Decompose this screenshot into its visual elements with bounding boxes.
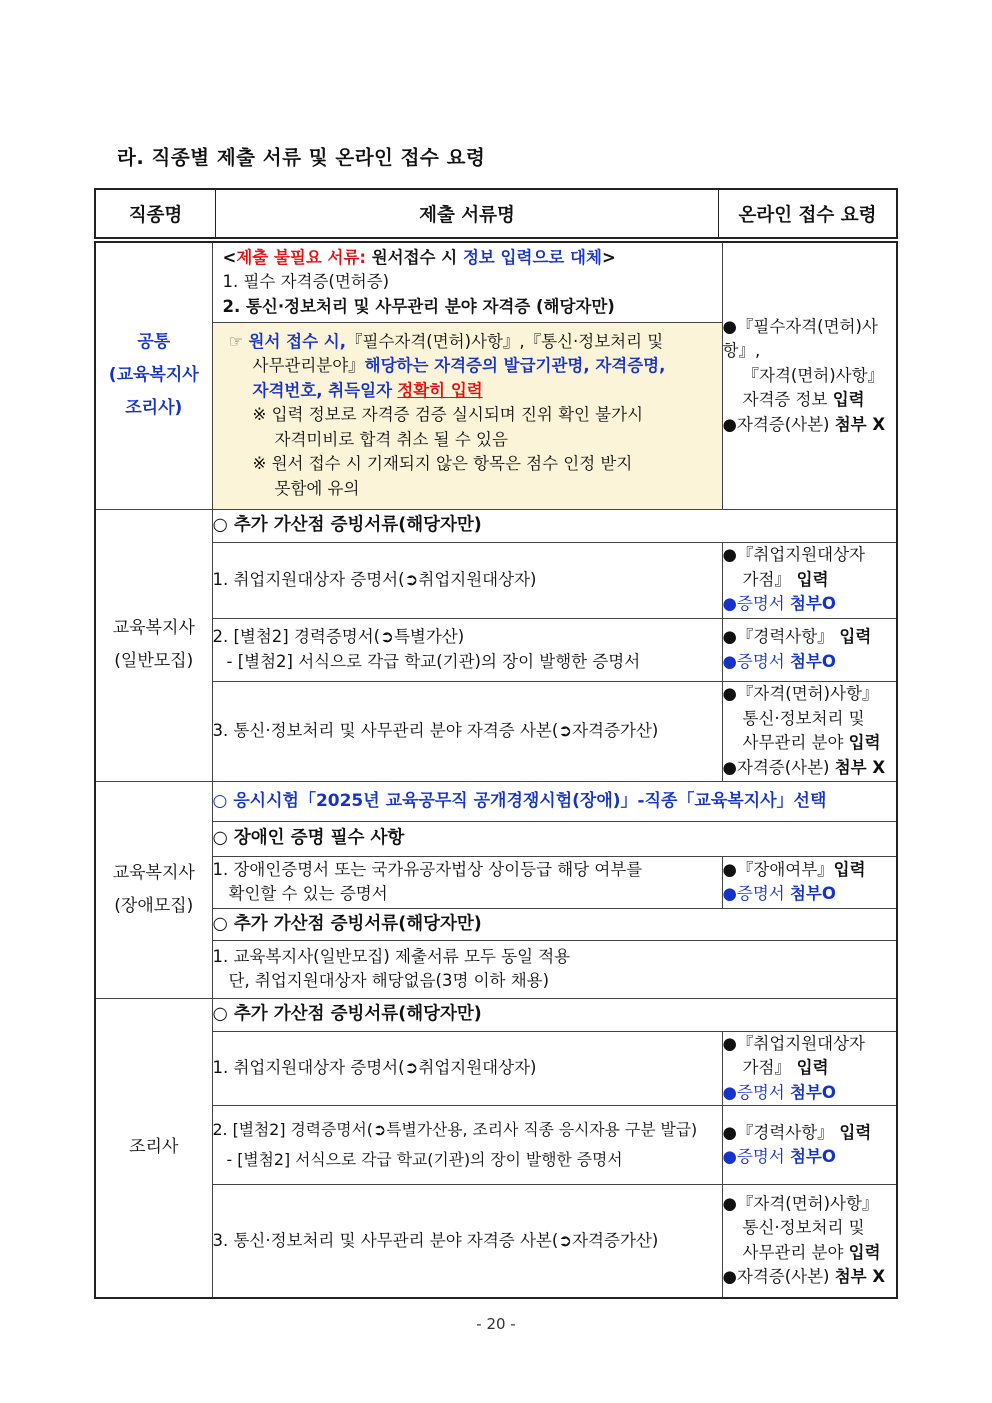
- exam-selection-note: ○ 응시시험「2025년 교육공무직 공개경쟁시험(장애)」-직종「교육복지사」선택: [212, 781, 897, 821]
- cook-row-3: 3. 통신·정보처리 및 사무관리 분야 자격증 사본(➲자격증가산): [212, 1185, 722, 1298]
- note-line: ※ 입력 정보로 자격증 검증 실시되며 진위 확인 불가시: [252, 405, 644, 425]
- cook-row-1-guide: ●『취업지원대상자 가점』 입력 ●증명서 첨부O: [722, 1031, 897, 1106]
- instruction-line: 자격번호, 취득일자 정확히 입력: [252, 380, 483, 400]
- general-row-3: 3. 통신·정보처리 및 사무관리 분야 자격증 사본(➲자격증가산): [212, 681, 722, 781]
- cook-row-3-guide: ●『자격(면허)사항』 통신·정보처리 및 사무관리 분야 입력 ●자격증(사본) 첨부 X: [722, 1185, 897, 1298]
- instruction-line: 사무관리분야』해당하는 자격증의 발급기관명, 자격증명,: [252, 356, 666, 376]
- cook-row-2-guide: ●『경력사항』 입력 ●증명서 첨부O: [722, 1106, 897, 1185]
- note-line: 못함에 유의: [274, 478, 360, 498]
- guide-line: 『자격(면허)사항』: [742, 365, 885, 385]
- general-row-2-guide: ●『경력사항』 입력 ●증명서 첨부O: [722, 618, 897, 681]
- cook-row-2: 2. [별첨2] 경력증명서(➲특별가산용, 조리사 직종 응시자용 구분 발급) - [별첨2] 서식으로 각급 학교(기관)의 장이 발행한 증명서: [212, 1106, 722, 1185]
- page-number: - 20 -: [476, 1315, 516, 1333]
- instruction-line: ☞ 원서 접수 시,『필수자격(면허)사항』,『통신·정보처리 및: [228, 331, 664, 351]
- job-disabled: [95, 781, 212, 998]
- disabled-proof-heading: ○ 장애인 증명 필수 사항: [212, 821, 897, 856]
- pointing-hand-icon: ☞: [228, 331, 244, 351]
- general-row-1-guide: ●『취업지원대상자 가점』 입력 ●증명서 첨부O: [722, 542, 897, 618]
- disabled-row-1-guide: ●『장애여부』입력 ●증명서 첨부O: [722, 856, 897, 908]
- disabled-bonus-heading: ○ 추가 가산점 증빙서류(해당자만): [212, 908, 897, 940]
- note-line: 자격미비로 합격 취소 될 수 있음: [274, 429, 508, 449]
- general-row-1: 1. 취업지원대상자 증명서(➲취업지원대상자): [212, 542, 722, 618]
- cook-row-1: 1. 취업지원대상자 증명서(➲취업지원대상자): [212, 1031, 722, 1106]
- disabled-row-1: 1. 장애인증명서 또는 국가유공자법상 상이등급 해당 여부를 확인할 수 있는 증명서: [212, 856, 722, 908]
- job-cook: 조리사: [95, 998, 212, 1298]
- job-disabled-line2: (장애모집): [114, 895, 194, 916]
- common-input-instructions: [212, 322, 722, 509]
- documents-table: [94, 241, 898, 1299]
- general-row-3-guide: ●『자격(면허)사항』 통신·정보처리 및 사무관리 분야 입력 ●자격증(사본) 첨부 X: [722, 681, 897, 781]
- job-disabled-line1: 교육복지사: [112, 862, 195, 883]
- guide-line: ●자격증(사본) 첨부 X: [722, 414, 886, 434]
- guide-line: 자격증 정보 입력: [742, 390, 865, 409]
- general-bonus-heading: ○ 추가 가산점 증빙서류(해당자만): [212, 509, 897, 542]
- note-line: ※ 원서 접수 시 기재되지 않은 항목은 점수 인정 받지: [252, 454, 633, 474]
- header-documents: 제출 서류명: [216, 189, 719, 238]
- job-common-line1: 공통: [137, 332, 171, 353]
- header-job-name: 직종명: [95, 189, 216, 238]
- header-online-guide: 온라인 접수 요령: [719, 189, 898, 238]
- disabled-row-2: 1. 교육복지사(일반모집) 제출서류 모두 동일 적용 단, 취업지원대상자 해당없음(3명 이하 채용): [212, 940, 897, 998]
- common-item-2: 2. 통신·정보처리 및 사무관리 분야 자격증 (해당자만): [222, 296, 615, 316]
- cook-bonus-heading: ○ 추가 가산점 증빙서류(해당자만): [212, 998, 897, 1031]
- general-row-2: 2. [별첨2] 경력증명서(➲특별가산) - [별첨2] 서식으로 각급 학교(기관)의 장이 발행한 증명서: [212, 618, 722, 681]
- job-common-line3: 조리사): [125, 398, 183, 419]
- not-required-notice: <제출 불필요 서류: 원서접수 시 정보 입력으로 대체>: [222, 247, 616, 267]
- table-header: [94, 188, 898, 239]
- common-notice-cell: [212, 242, 722, 322]
- common-item-1: 1. 필수 자격증(면허증): [222, 272, 390, 291]
- guide-line: ●『필수자격(면허)사항』,: [722, 316, 878, 360]
- job-general-line1: 교육복지사: [112, 618, 195, 638]
- common-online-guide: [722, 242, 897, 509]
- job-general-line2: (일반모집): [114, 651, 194, 671]
- job-common-line2: (교육복지사: [108, 365, 199, 386]
- section-title: 라. 직종별 제출 서류 및 온라인 접수 요령: [117, 146, 486, 169]
- job-common: [95, 242, 212, 509]
- job-general: [95, 509, 212, 781]
